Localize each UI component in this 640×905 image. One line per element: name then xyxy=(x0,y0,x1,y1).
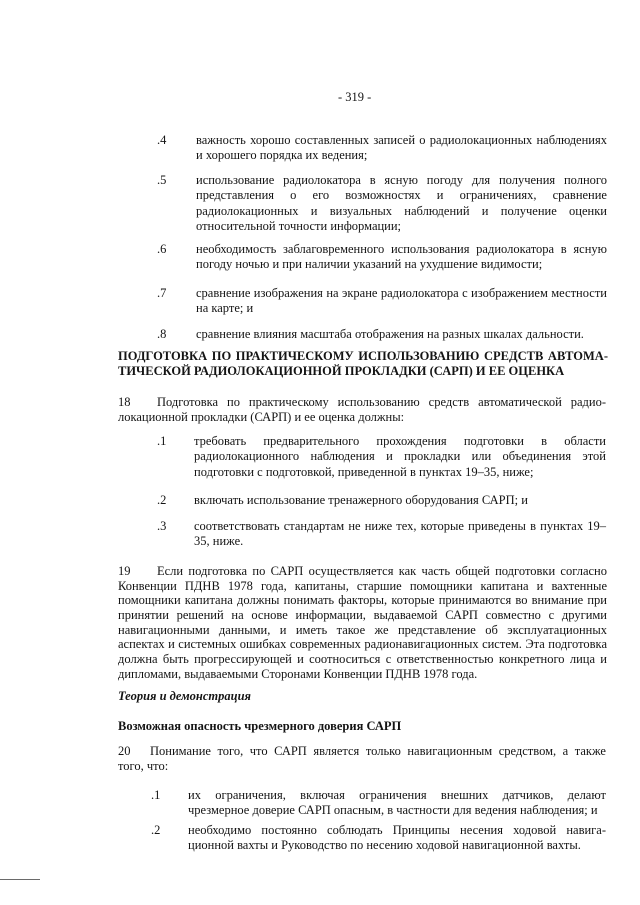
text-line: Понимание того, что САРП является только навигационным средством, а также xyxy=(150,744,606,758)
text-line: их ограничения, включая ограничения внешних датчиков, делают xyxy=(188,788,606,802)
text-line: необходимо постоянно соблюдать Принципы несения ходовой навига- xyxy=(188,823,606,837)
heading-line: ПОДГОТОВКА ПО ПРАКТИЧЕСКОМУ ИСПОЛЬЗОВАНИЮ СРЕДСТВ АВТОМА- xyxy=(118,349,608,363)
text-line: должна быть прогрессирующей и соотноситься с ответственностью конкретного лица и xyxy=(118,651,607,666)
text-line: Возможная опасность чрезмерного доверия САРП xyxy=(118,719,402,733)
text-line: важность хорошо составленных записей о радиолокационных наблюдениях xyxy=(196,133,607,147)
text-line: включать использование тренажерного оборудования САРП; и xyxy=(194,493,528,507)
item-text xyxy=(196,173,607,234)
text-line: относительной точности информации; xyxy=(196,218,402,233)
paragraph-text xyxy=(118,564,607,681)
text-line: 35, ниже. xyxy=(194,534,244,549)
text-line: необходимость заблаговременного использования радиолокатора в ясную xyxy=(196,242,607,256)
text-line: радиолокационных и визуальных наблюдений и получение оценки xyxy=(196,203,607,218)
text-line: локационной прокладки (САРП) и ее оценка должны: xyxy=(118,410,405,425)
paragraph-number: 19 xyxy=(118,564,131,578)
heading-text xyxy=(118,349,608,380)
subheading-text xyxy=(118,689,251,704)
text-line: Если подготовка по САРП осуществляется как часть общей подготовки согласно xyxy=(157,564,607,578)
text-line: использование радиолокатора в ясную погоду для получения полного xyxy=(196,173,607,187)
text-line: помощники капитана должны понимать факторы, которые принимаются во внимание при xyxy=(118,593,607,608)
item-number: .1 xyxy=(157,434,167,448)
subheading-text xyxy=(118,719,401,734)
paragraph-text xyxy=(118,744,606,775)
item-text xyxy=(188,823,606,854)
text-line: представления о его возможностях и ограничениях, сравнение xyxy=(196,188,607,203)
scan-edge-line xyxy=(0,879,40,880)
text-line: Подготовка по практическому использованию средств автоматической радио- xyxy=(157,395,606,409)
text-line: дипломами, выдаваемыми Сторонами Конвенции ПДНВ 1978 года. xyxy=(118,666,478,681)
item-number: .7 xyxy=(157,286,167,300)
paragraph-number: 20 xyxy=(118,744,131,758)
item-text xyxy=(194,519,606,550)
text-line: Конвенции ПДНВ 1978 года, капитаны, старшие помощники капитана и вахтенные xyxy=(118,578,607,593)
item-text xyxy=(196,286,607,317)
text-line: принятии решений на основе информации, выдаваемой САРП совместно с другими xyxy=(118,607,607,622)
text-line: Теория и демонстрация xyxy=(118,689,251,703)
text-line: сравнение изображения на экране радиолокатора с изображением местности xyxy=(196,286,607,300)
item-text xyxy=(196,242,607,273)
item-text xyxy=(194,493,606,508)
item-number: .6 xyxy=(157,242,167,256)
text-line: требовать предварительного прохождения подготовки в области xyxy=(194,434,606,448)
text-line: навигационными данными, и иметь такое же представление об эксплуатационных xyxy=(118,622,607,637)
paragraph-number: 18 xyxy=(118,395,131,409)
text-line: сравнение влияния масштаба отображения на разных шкалах дальности. xyxy=(196,327,584,341)
text-line: чрезмерное доверие САРП опасным, в частности для ведения наблюдения; и xyxy=(188,803,598,818)
page-number: - 319 - xyxy=(338,90,372,104)
text-line: аспектах и системных ошибках современных радионавигационных систем. Эта подготовка xyxy=(118,637,607,652)
text-line: на карте; и xyxy=(196,301,254,316)
item-number: .5 xyxy=(157,173,167,187)
paragraph-text xyxy=(118,395,606,426)
text-line: соответствовать стандартам не ниже тех, которые приведены в пунктах 19– xyxy=(194,519,606,533)
item-number: .3 xyxy=(157,519,167,533)
text-line: ционной вахты и Руководство по несению ходовой навигационной вахты. xyxy=(188,838,581,853)
item-text xyxy=(196,133,607,164)
heading-line: ТИЧЕСКОЙ РАДИОЛОКАЦИОННОЙ ПРОКЛАДКИ (САРП) И ЕЕ ОЦЕНКА xyxy=(118,364,565,379)
text-line: радиолокационного наблюдения и прокладки или объединения этой xyxy=(194,449,606,464)
item-text xyxy=(196,327,607,342)
item-number: .2 xyxy=(157,493,167,507)
item-number: .2 xyxy=(151,823,161,837)
text-line: подготовки с подготовкой, приведенной в пунктах 19–35, ниже; xyxy=(194,464,534,479)
text-line: того, что: xyxy=(118,759,169,774)
item-text xyxy=(194,434,606,480)
item-text xyxy=(188,788,606,819)
item-number: .8 xyxy=(157,327,167,341)
text-line: погоду ночью и при наличии указаний на ухудшение видимости; xyxy=(196,257,543,272)
text-line: и хорошего порядка их ведения; xyxy=(196,148,368,163)
item-number: .4 xyxy=(157,133,167,147)
item-number: .1 xyxy=(151,788,161,802)
